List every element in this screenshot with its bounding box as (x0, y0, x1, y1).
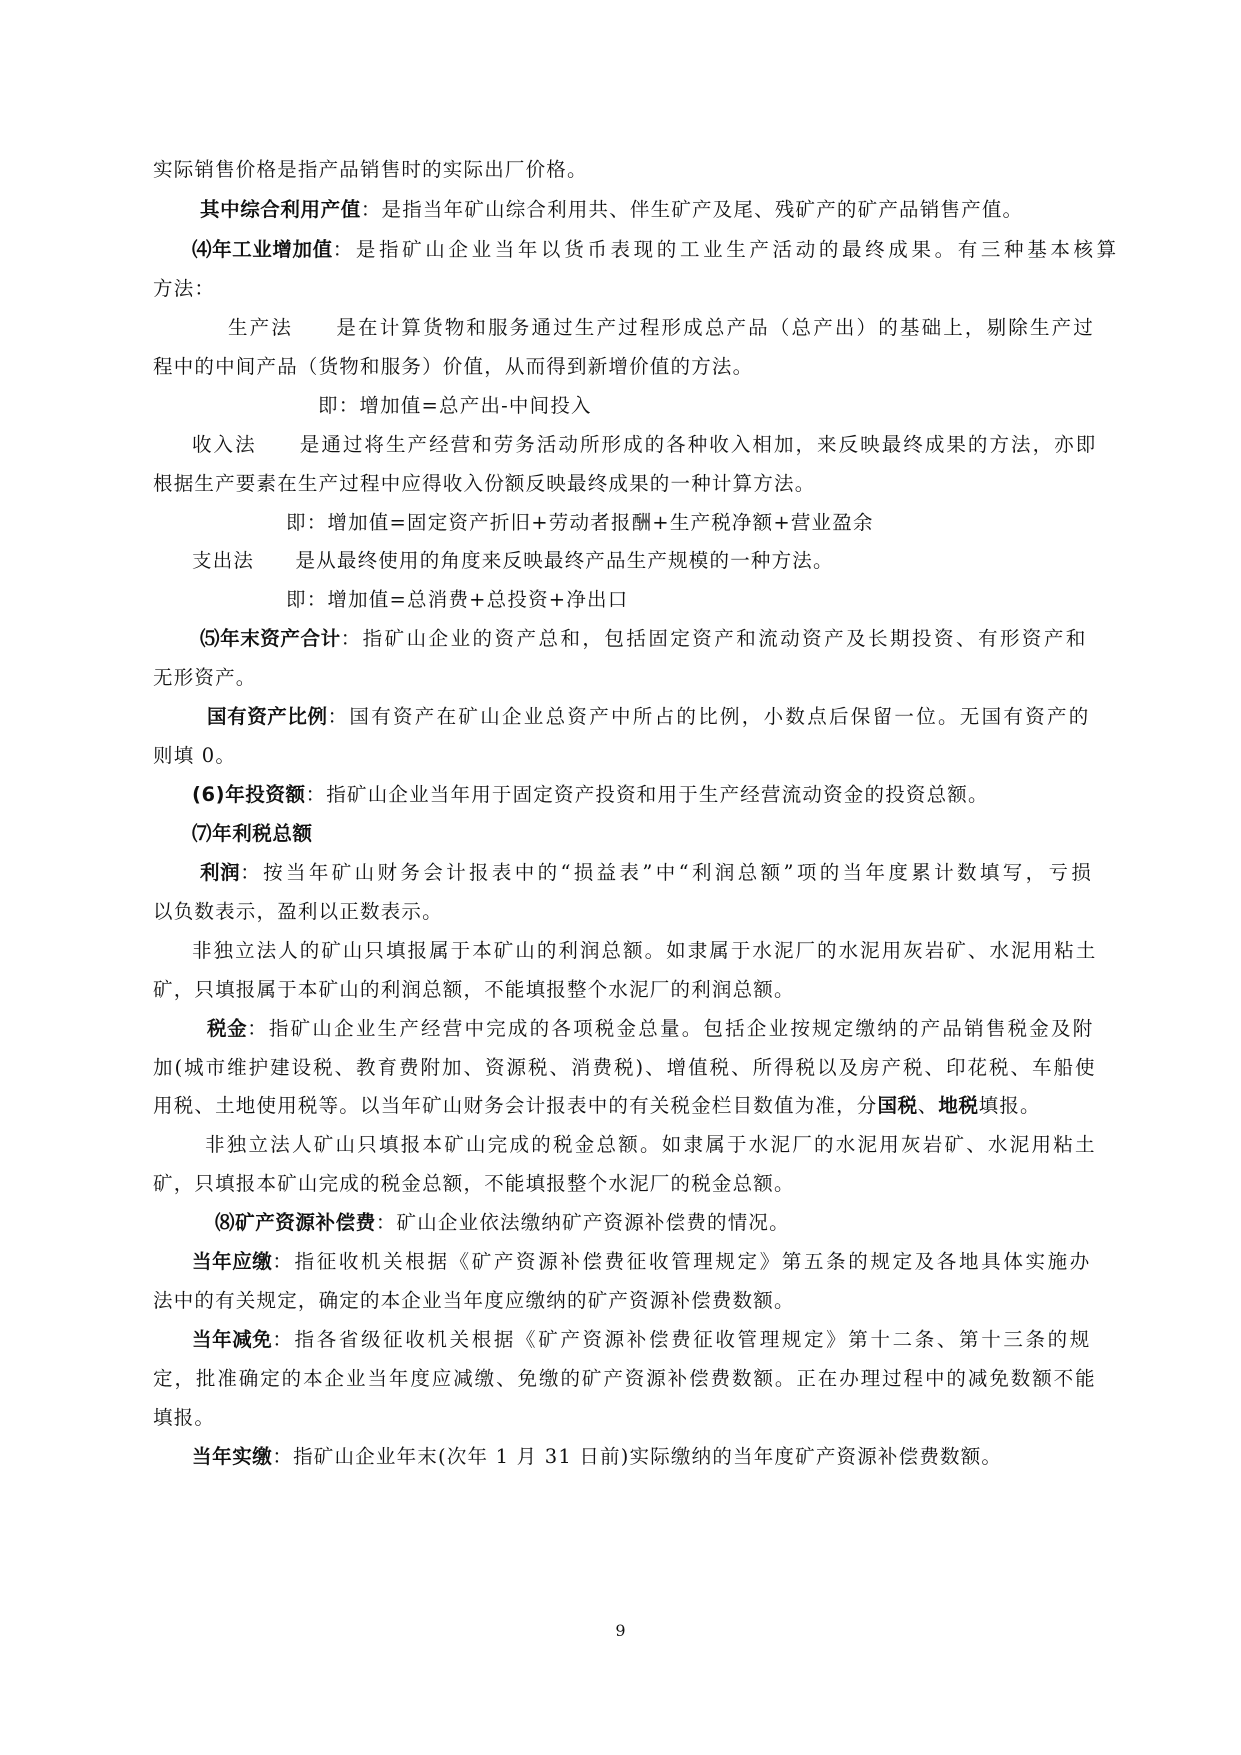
text-line (153, 1406, 215, 1430)
text-run: 生产法 是在计算货物和服务通过生产过程形成总产品（总产出）的基础上，剔除生产过 (228, 316, 1095, 339)
text-run: 非独立法人的矿山只填报属于本矿山的利润总额。如隶属于水泥厂的水泥用灰岩矿、水泥用粘土 (192, 939, 1098, 962)
bold-term: ⑸年末资产合计 (200, 627, 341, 650)
page-number: 9 (615, 1621, 626, 1640)
text-line (153, 666, 257, 690)
text-line (192, 1250, 1092, 1274)
text-run: 收入法 是通过将生产经营和劳务活动所形成的各种收入相加，来反映最终成果的方法，亦即 (192, 433, 1098, 456)
text-line (153, 1056, 1097, 1080)
text-run: 程中的中间产品（货物和服务）价值，从而得到新增价值的方法。 (153, 355, 754, 378)
text-line (192, 238, 1120, 262)
text-run: 定，批准确定的本企业当年度应减缴、免缴的矿产资源补偿费数额。正在办理过程中的减免数额不能 (153, 1367, 1097, 1390)
text-line (153, 1094, 1041, 1118)
text-run: 即：增加值=固定资产折旧+劳动者报酬+生产税净额+营业盈余 (286, 511, 874, 534)
bold-term: (6)年投资额 (192, 783, 306, 806)
text-run: 加(城市维护建设税、教育费附加、资源税、消费税)、增值税、所得税以及房产税、印花税、车船使 (153, 1056, 1097, 1079)
text-run: ：指征收机关根据《矿产资源补偿费征收管理规定》第五条的规定及各地具体实施办 (272, 1250, 1092, 1273)
text-run: 实际销售价格是指产品销售时的实际出厂价格。 (153, 158, 588, 181)
bold-term: 利润 (200, 861, 241, 884)
text-line (286, 588, 628, 612)
text-line (153, 978, 795, 1002)
text-line (207, 1017, 1094, 1041)
text-run: ：是指当年矿山综合利用共、伴生矿产及尾、残矿产的矿产品销售产值。 (360, 198, 1024, 221)
text-line (318, 394, 592, 418)
text-line (192, 1445, 1002, 1469)
text-line (153, 355, 753, 379)
text-run: 支出法 是从最终使用的角度来反映最终产品生产规模的一种方法。 (192, 549, 834, 572)
text-run: 法中的有关规定，确定的本企业当年度应缴纳的矿产资源补偿费数额。 (153, 1289, 795, 1312)
text-line (153, 1172, 795, 1196)
text-line (205, 1133, 1097, 1157)
text-run: 矿，只填报本矿山完成的税金总额，不能填报整个水泥厂的税金总额。 (153, 1172, 795, 1195)
bold-term: 税金 (207, 1017, 248, 1040)
text-line (153, 1289, 795, 1313)
bold-term: ⑻矿产资源补偿费 (215, 1211, 376, 1234)
text-run: 用税、土地使用税等。以当年矿山财务会计报表中的有关税金栏目数值为准，分 (153, 1094, 878, 1117)
bold-term: 其中综合利用产值 (200, 198, 361, 221)
bold-term: 当年减免 (192, 1328, 273, 1351)
text-line (200, 861, 1094, 885)
text-line (153, 158, 588, 182)
text-run: 则填 0。 (153, 744, 237, 767)
text-line (192, 433, 1097, 457)
text-line (153, 744, 236, 768)
text-run: ：指矿山企业的资产总和，包括固定资产和流动资产及长期投资、有形资产和 (340, 627, 1088, 650)
text-run: 填报。 (153, 1406, 216, 1429)
bold-term: ⑷年工业增加值 (192, 238, 333, 261)
text-line (192, 783, 989, 807)
text-line (153, 900, 443, 924)
text-line (207, 705, 1091, 729)
text-run: ：指矿山企业当年用于固定资产投资和用于生产经营流动资金的投资总额。 (305, 783, 989, 806)
bold-term: 当年实缴 (192, 1445, 273, 1468)
bold-term: 地税 (938, 1094, 979, 1117)
text-run: 、 (917, 1094, 939, 1117)
text-run: 填报。 (978, 1094, 1041, 1117)
text-run: 即：增加值=总产出-中间投入 (318, 394, 592, 417)
bold-term: 国有资产比例 (207, 705, 328, 728)
text-line (286, 511, 874, 535)
text-line (200, 627, 1088, 651)
bold-term: ⑺年利税总额 (192, 822, 313, 845)
text-line (192, 939, 1097, 963)
text-run: 矿，只填报属于本矿山的利润总额，不能填报整个水泥厂的利润总额。 (153, 978, 795, 1001)
text-line (192, 822, 313, 846)
text-run: ：指矿山企业年末(次年 1 月 31 日前)实际缴纳的当年度矿产资源补偿费数额。 (272, 1445, 1003, 1468)
text-run: 方法： (153, 277, 216, 300)
text-run: 非独立法人矿山只填报本矿山完成的税金总额。如隶属于水泥厂的水泥用灰岩矿、水泥用粘土 (205, 1133, 1097, 1156)
text-run: ：指矿山企业生产经营中完成的各项税金总量。包括企业按规定缴纳的产品销售税金及附 (247, 1017, 1095, 1040)
text-run: 根据生产要素在生产过程中应得收入份额反映最终成果的一种计算方法。 (153, 472, 816, 495)
bold-term: 当年应缴 (192, 1250, 273, 1273)
text-run: 即：增加值=总消费+总投资+净出口 (286, 588, 629, 611)
text-line (192, 549, 834, 573)
text-run: ：按当年矿山财务会计报表中的“损益表”中“利润总额”项的当年度累计数填写，亏损 (240, 861, 1095, 884)
text-line (153, 277, 215, 301)
text-line (153, 1367, 1097, 1391)
text-line (200, 198, 1023, 222)
text-run: ：国有资产在矿山企业总资产中所占的比例，小数点后保留一位。无国有资产的 (327, 705, 1091, 728)
text-run: 以负数表示，盈利以正数表示。 (153, 900, 443, 923)
text-run: 无形资产。 (153, 666, 257, 689)
text-line (228, 316, 1095, 340)
text-run: ：指各省级征收机关根据《矿产资源补偿费征收管理规定》第十二条、第十三条的规 (272, 1328, 1092, 1351)
text-line (153, 472, 815, 496)
text-run: ：是指矿山企业当年以货币表现的工业生产活动的最终成果。有三种基本核算 (332, 238, 1120, 261)
text-run: ：矿山企业依法缴纳矿产资源补偿费的情况。 (375, 1211, 790, 1234)
text-line (215, 1211, 790, 1235)
bold-term: 国税 (877, 1094, 918, 1117)
text-line (192, 1328, 1092, 1352)
